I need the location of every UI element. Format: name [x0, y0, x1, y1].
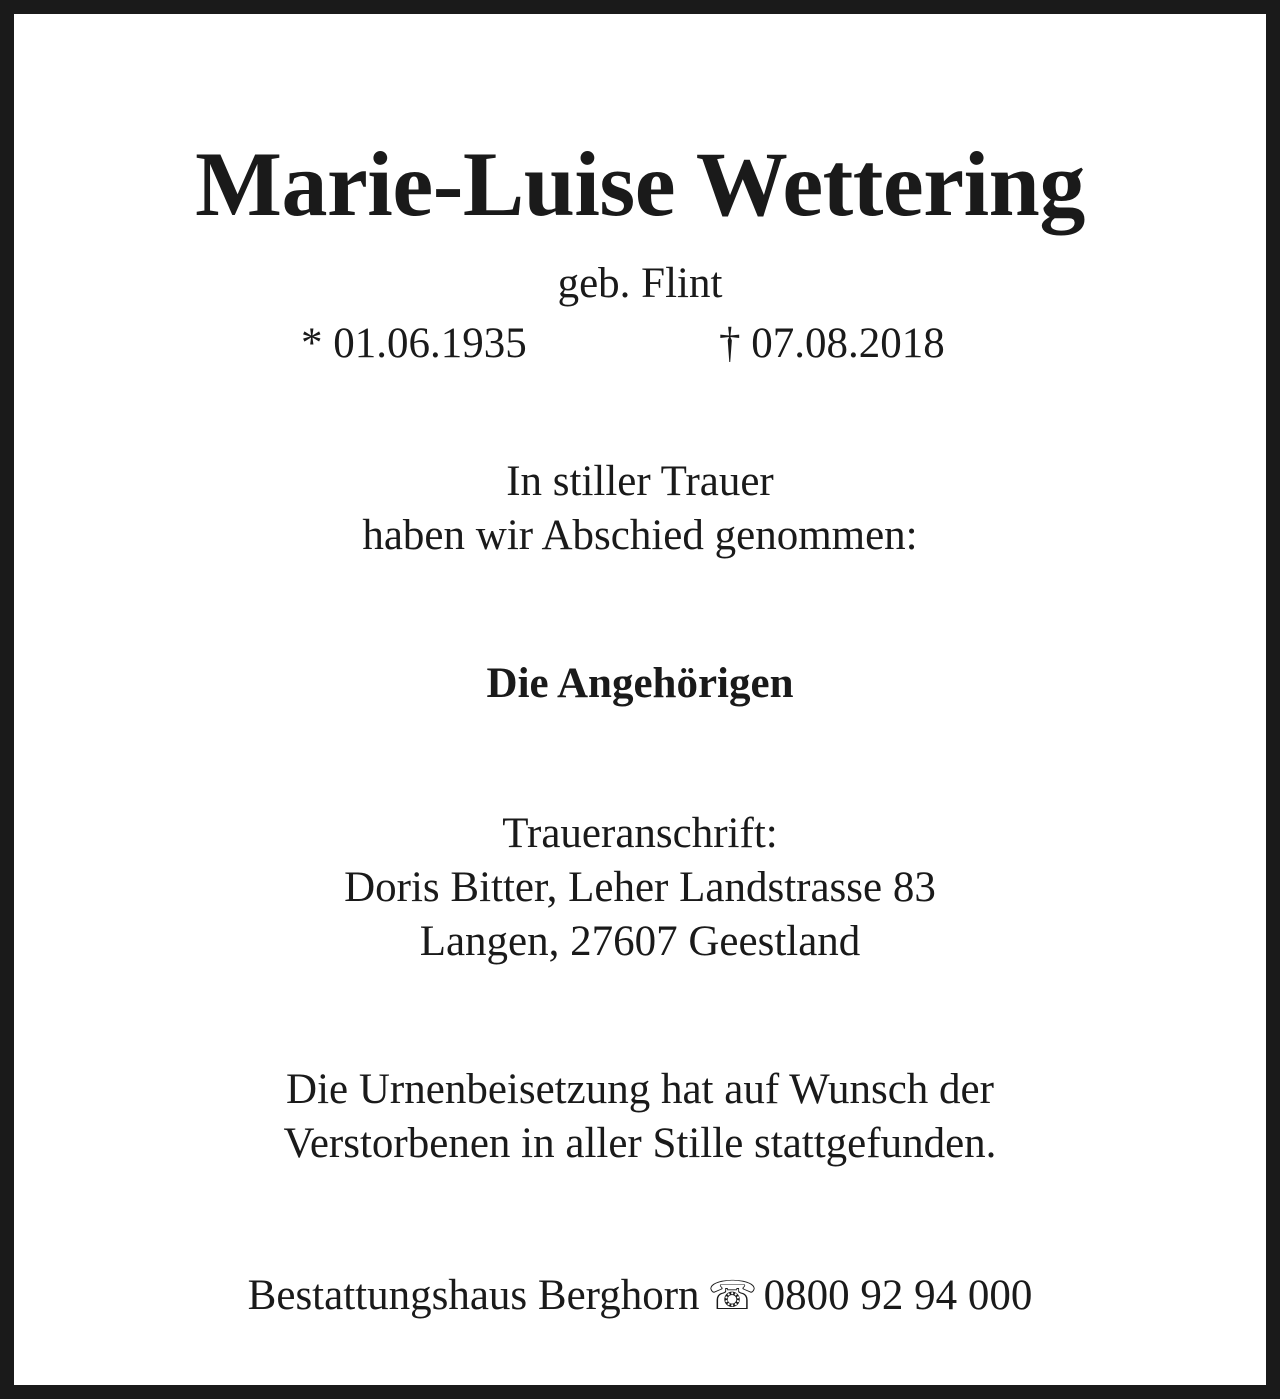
- death-date: † 07.08.2018: [719, 320, 945, 367]
- address-line-2: Langen, 27607 Geestland: [419, 918, 861, 965]
- birth-date: * 01.06.1935: [301, 320, 527, 367]
- undertaker-name: Bestattungshaus Berghorn: [247, 1272, 700, 1319]
- birth-name: geb. Flint: [557, 260, 723, 307]
- life-dates: [14, 314, 1266, 374]
- deceased-name: Marie-Luise Wettering: [195, 133, 1085, 235]
- mourning-line-2: haben wir Abschied genommen:: [362, 512, 918, 559]
- address-label: Traueranschrift:: [502, 810, 778, 857]
- family-signature: Die Angehörigen: [486, 660, 794, 707]
- mourning-line-1: In stiller Trauer: [506, 458, 774, 505]
- phone-icon: ☏: [707, 1273, 758, 1318]
- phone-number: 0800 92 94 000: [763, 1272, 1033, 1319]
- address-line-1: Doris Bitter, Leher Landstrasse 83: [344, 864, 936, 911]
- burial-note-line-1: Die Urnenbeisetzung hat auf Wunsch der: [286, 1066, 994, 1113]
- undertaker-contact: [14, 1266, 1266, 1326]
- burial-note-line-2: Verstorbenen in aller Stille stattgefunden.: [283, 1120, 997, 1167]
